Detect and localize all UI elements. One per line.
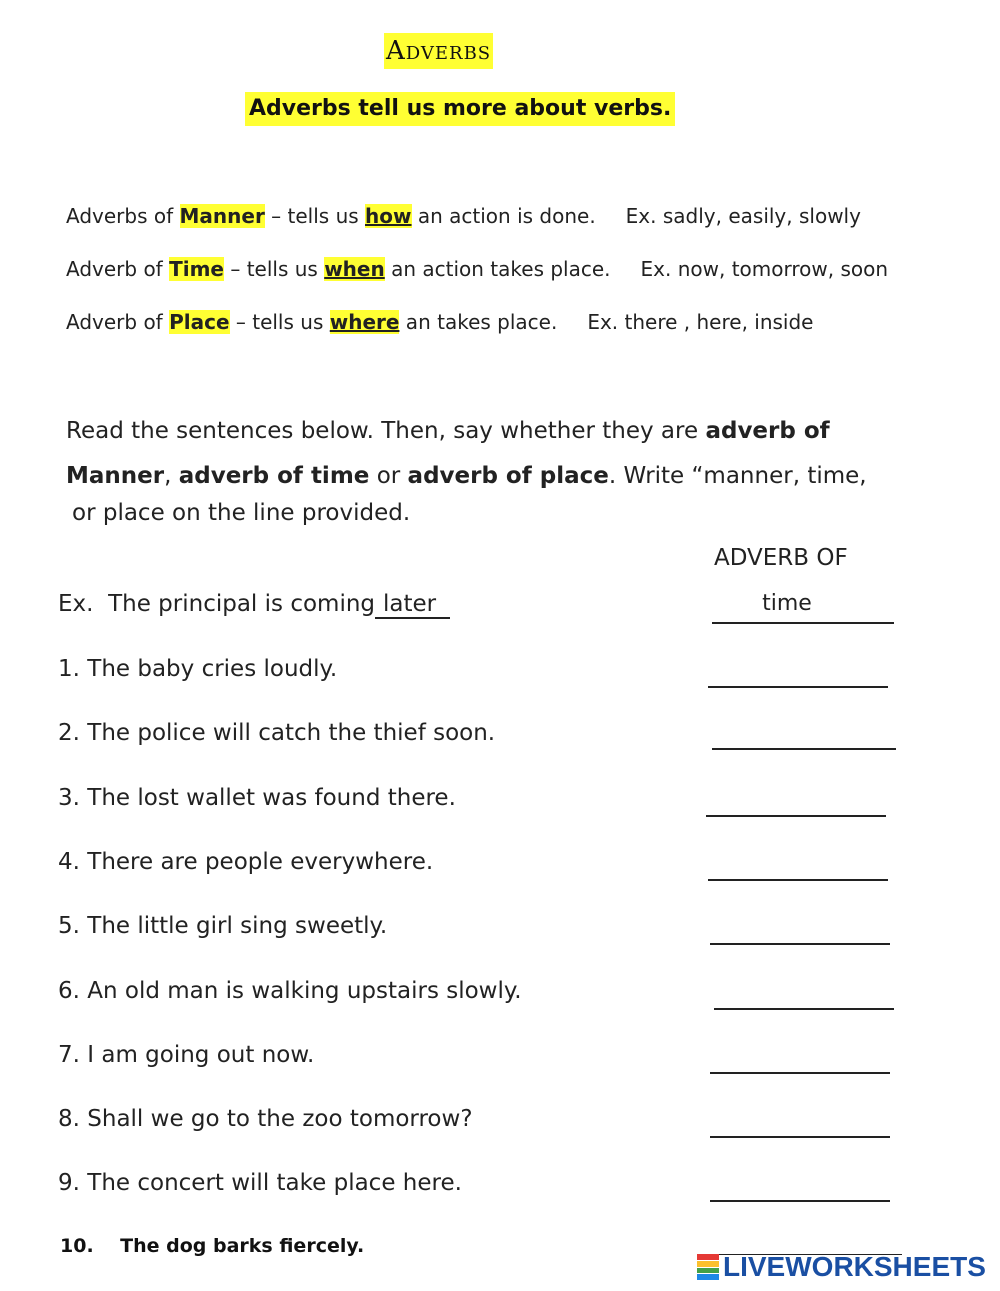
question-7: 7. I am going out now. [58,1042,315,1068]
liveworksheets-logo-icon [697,1254,719,1280]
instructions-line-2: Manner, adverb of time or adverb of place. Write “manner, time, [66,463,867,489]
question-4: 4. There are people everywhere. [58,849,434,875]
definition-type: Time [169,257,224,281]
question-1: 1. The baby cries loudly. [58,656,338,682]
definition-time: Adverb of Time – tells us when an action takes place. Ex. now, tomorrow, soon [66,257,889,281]
definition-type: Manner [179,204,265,228]
question-8: 8. Shall we go to the zoo tomorrow? [58,1106,473,1132]
liveworksheets-logo[interactable] [697,1250,986,1284]
definition-example: Ex. sadly, easily, slowly [625,204,861,228]
answer-input-5[interactable] [710,917,890,945]
answer-input-6[interactable] [714,982,894,1010]
definition-keyword: when [324,257,385,281]
answer-input-3[interactable] [706,789,886,817]
definition-keyword: how [365,204,412,228]
example-inline-answer: later [375,591,450,619]
example-sentence: Ex. The principal is coming later [58,591,450,619]
definition-keyword: where [329,310,400,334]
question-5: 5. The little girl sing sweetly. [58,913,388,939]
question-2: 2. The police will catch the thief soon. [58,720,496,746]
question-3: 3. The lost wallet was found there. [58,785,456,811]
answer-column-header: ADVERB OF [714,545,848,571]
answer-input-2[interactable] [712,722,896,750]
instructions-line-3: or place on the line provided. [72,500,411,526]
answer-input-4[interactable] [708,853,888,881]
definition-manner: Adverbs of Manner – tells us how an action is done. Ex. sadly, easily, slowly [66,204,861,228]
definition-example: Ex. there , here, inside [587,310,814,334]
worksheet-subtitle: Adverbs tell us more about verbs. [245,92,675,126]
liveworksheets-logo-text: LIVEWORKSHEETS [723,1251,986,1282]
instructions-line-1: Read the sentences below. Then, say whether they are adverb of [66,418,830,444]
worksheet-title: Adverbs [384,33,493,69]
question-10: 10. The dog barks fiercely. [60,1235,365,1257]
question-6: 6. An old man is walking upstairs slowly. [58,978,522,1004]
answer-input-8[interactable] [710,1110,890,1138]
definition-example: Ex. now, tomorrow, soon [640,257,889,281]
definition-place: Adverb of Place – tells us where an takes place. Ex. there , here, inside [66,310,814,334]
answer-input-9[interactable] [710,1174,890,1202]
definition-type: Place [169,310,230,334]
question-9: 9. The concert will take place here. [58,1170,462,1196]
answer-input-1[interactable] [708,660,888,688]
example-answer: time [762,591,812,616]
answer-input-7[interactable] [710,1046,890,1074]
